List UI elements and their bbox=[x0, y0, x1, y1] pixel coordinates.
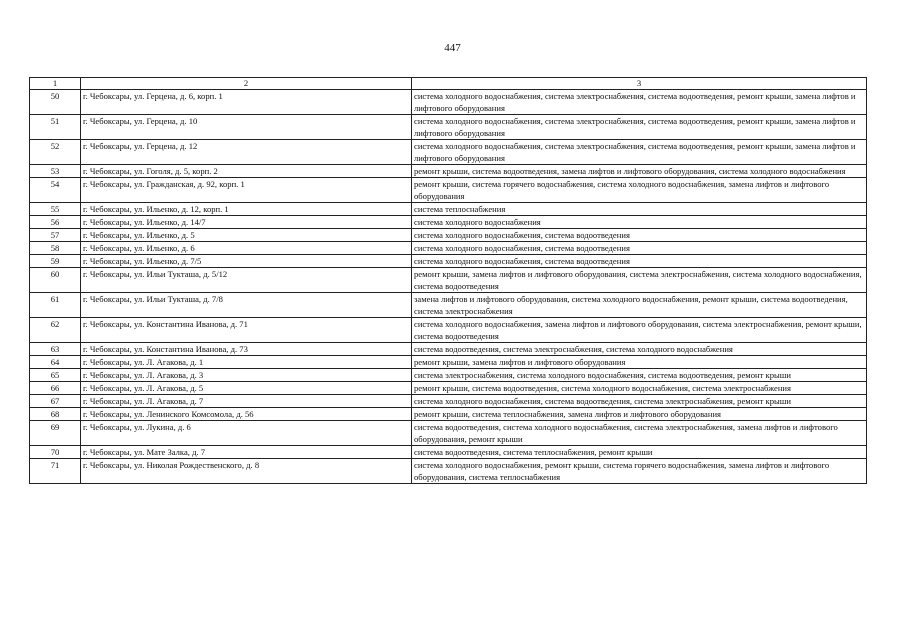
row-works: ремонт крыши, система водоотведения, система холодного водоснабжения, система электроснабжения bbox=[412, 382, 867, 395]
table-row bbox=[30, 165, 867, 178]
table-row bbox=[30, 369, 867, 382]
row-address: г. Чебоксары, ул. Л. Агакова, д. 1 bbox=[81, 356, 412, 369]
table-header-row bbox=[30, 78, 867, 90]
row-number: 54 bbox=[30, 178, 81, 203]
table-row bbox=[30, 216, 867, 229]
row-address: г. Чебоксары, ул. Ильи Тукташа, д. 5/12 bbox=[81, 268, 412, 293]
row-address: г. Чебоксары, ул. Л. Агакова, д. 3 bbox=[81, 369, 412, 382]
table-row bbox=[30, 395, 867, 408]
row-address: г. Чебоксары, ул. Гоголя, д. 5, корп. 2 bbox=[81, 165, 412, 178]
row-works: система холодного водоснабжения, система водоотведения bbox=[412, 255, 867, 268]
table-row bbox=[30, 318, 867, 343]
table-row bbox=[30, 293, 867, 318]
row-works: система холодного водоснабжения, система электроснабжения, система водоотведения, ремонт крыши, замена лифтов и лифтового оборудования bbox=[412, 115, 867, 140]
row-works: ремонт крыши, замена лифтов и лифтового оборудования, система электроснабжения, система холодного водоснабжения, система водоотведения bbox=[412, 268, 867, 293]
row-works: ремонт крыши, система водоотведения, замена лифтов и лифтового оборудования, система холодного водоснабжения bbox=[412, 165, 867, 178]
row-works: система электроснабжения, система холодного водоснабжения, система водоотведения, ремонт крыши bbox=[412, 369, 867, 382]
row-address: г. Чебоксары, ул. Мате Залка, д. 7 bbox=[81, 446, 412, 459]
row-number: 70 bbox=[30, 446, 81, 459]
row-address: г. Чебоксары, ул. Ильенко, д. 6 bbox=[81, 242, 412, 255]
row-number: 66 bbox=[30, 382, 81, 395]
row-number: 68 bbox=[30, 408, 81, 421]
row-address: г. Чебоксары, ул. Николая Рождественского, д. 8 bbox=[81, 459, 412, 484]
row-address: г. Чебоксары, ул. Ильи Тукташа, д. 7/8 bbox=[81, 293, 412, 318]
row-address: г. Чебоксары, ул. Константина Иванова, д. 71 bbox=[81, 318, 412, 343]
row-address: г. Чебоксары, ул. Л. Агакова, д. 7 bbox=[81, 395, 412, 408]
table-row bbox=[30, 446, 867, 459]
table-row bbox=[30, 140, 867, 165]
table-row bbox=[30, 268, 867, 293]
row-works: система водоотведения, система теплоснабжения, ремонт крыши bbox=[412, 446, 867, 459]
row-works: система холодного водоснабжения, система электроснабжения, система водоотведения, ремонт крыши, замена лифтов и лифтового оборудования bbox=[412, 140, 867, 165]
row-works: система водоотведения, система холодного водоснабжения, система электроснабжения, замена лифтов и лифтового оборудования, ремонт крыши bbox=[412, 421, 867, 446]
table-row bbox=[30, 115, 867, 140]
table-row bbox=[30, 90, 867, 115]
row-address: г. Чебоксары, ул. Лукина, д. 6 bbox=[81, 421, 412, 446]
row-works: ремонт крыши, замена лифтов и лифтового оборудования bbox=[412, 356, 867, 369]
table-row bbox=[30, 382, 867, 395]
row-number: 69 bbox=[30, 421, 81, 446]
table-row bbox=[30, 229, 867, 242]
page-number: 447 bbox=[444, 42, 461, 54]
row-works: система холодного водоснабжения, система водоотведения bbox=[412, 242, 867, 255]
row-number: 59 bbox=[30, 255, 81, 268]
table-row bbox=[30, 203, 867, 216]
row-number: 71 bbox=[30, 459, 81, 484]
row-address: г. Чебоксары, ул. Ильенко, д. 14/7 bbox=[81, 216, 412, 229]
row-number: 62 bbox=[30, 318, 81, 343]
row-works: система холодного водоснабжения, замена лифтов и лифтового оборудования, система электроснабжения, ремонт крыши, система водоотведения bbox=[412, 318, 867, 343]
row-address: г. Чебоксары, ул. Герцена, д. 12 bbox=[81, 140, 412, 165]
table-row bbox=[30, 178, 867, 203]
table-row bbox=[30, 242, 867, 255]
row-number: 53 bbox=[30, 165, 81, 178]
row-number: 58 bbox=[30, 242, 81, 255]
column-header-works: 3 bbox=[412, 78, 867, 90]
column-header-number: 1 bbox=[30, 78, 81, 90]
row-address: г. Чебоксары, ул. Герцена, д. 10 bbox=[81, 115, 412, 140]
row-address: г. Чебоксары, ул. Ленинского Комсомола, д. 56 bbox=[81, 408, 412, 421]
row-number: 50 bbox=[30, 90, 81, 115]
table-row bbox=[30, 421, 867, 446]
row-number: 65 bbox=[30, 369, 81, 382]
row-works: система холодного водоснабжения, система электроснабжения, система водоотведения, ремонт крыши, замена лифтов и лифтового оборудования bbox=[412, 90, 867, 115]
row-number: 63 bbox=[30, 343, 81, 356]
table-row bbox=[30, 356, 867, 369]
row-number: 67 bbox=[30, 395, 81, 408]
row-works: система холодного водоснабжения bbox=[412, 216, 867, 229]
row-address: г. Чебоксары, ул. Ильенко, д. 7/5 bbox=[81, 255, 412, 268]
row-number: 64 bbox=[30, 356, 81, 369]
row-address: г. Чебоксары, ул. Л. Агакова, д. 5 bbox=[81, 382, 412, 395]
row-number: 61 bbox=[30, 293, 81, 318]
row-number: 55 bbox=[30, 203, 81, 216]
table-row bbox=[30, 343, 867, 356]
row-address: г. Чебоксары, ул. Гражданская, д. 92, корп. 1 bbox=[81, 178, 412, 203]
row-number: 57 bbox=[30, 229, 81, 242]
row-address: г. Чебоксары, ул. Ильенко, д. 5 bbox=[81, 229, 412, 242]
row-works: система теплоснабжения bbox=[412, 203, 867, 216]
housing-registry-table bbox=[29, 77, 867, 484]
row-number: 51 bbox=[30, 115, 81, 140]
row-number: 56 bbox=[30, 216, 81, 229]
row-works: ремонт крыши, система теплоснабжения, замена лифтов и лифтового оборудования bbox=[412, 408, 867, 421]
row-address: г. Чебоксары, ул. Герцена, д. 6, корп. 1 bbox=[81, 90, 412, 115]
row-number: 60 bbox=[30, 268, 81, 293]
table-row bbox=[30, 255, 867, 268]
row-works: ремонт крыши, система горячего водоснабжения, система холодного водоснабжения, замена лифтов и лифтового оборудования bbox=[412, 178, 867, 203]
table-row bbox=[30, 459, 867, 484]
row-works: система холодного водоснабжения, ремонт крыши, система горячего водоснабжения, замена лифтов и лифтового оборудования, система теплоснабжения bbox=[412, 459, 867, 484]
row-works: система водоотведения, система электроснабжения, система холодного водоснабжения bbox=[412, 343, 867, 356]
row-address: г. Чебоксары, ул. Константина Иванова, д. 73 bbox=[81, 343, 412, 356]
row-works: система холодного водоснабжения, система водоотведения bbox=[412, 229, 867, 242]
row-works: замена лифтов и лифтового оборудования, система холодного водоснабжения, ремонт крыши, система водоотведения, система электроснабжения bbox=[412, 293, 867, 318]
row-works: система холодного водоснабжения, система водоотведения, система электроснабжения, ремонт крыши bbox=[412, 395, 867, 408]
table-row bbox=[30, 408, 867, 421]
row-number: 52 bbox=[30, 140, 81, 165]
row-address: г. Чебоксары, ул. Ильенко, д. 12, корп. 1 bbox=[81, 203, 412, 216]
column-header-address: 2 bbox=[81, 78, 412, 90]
